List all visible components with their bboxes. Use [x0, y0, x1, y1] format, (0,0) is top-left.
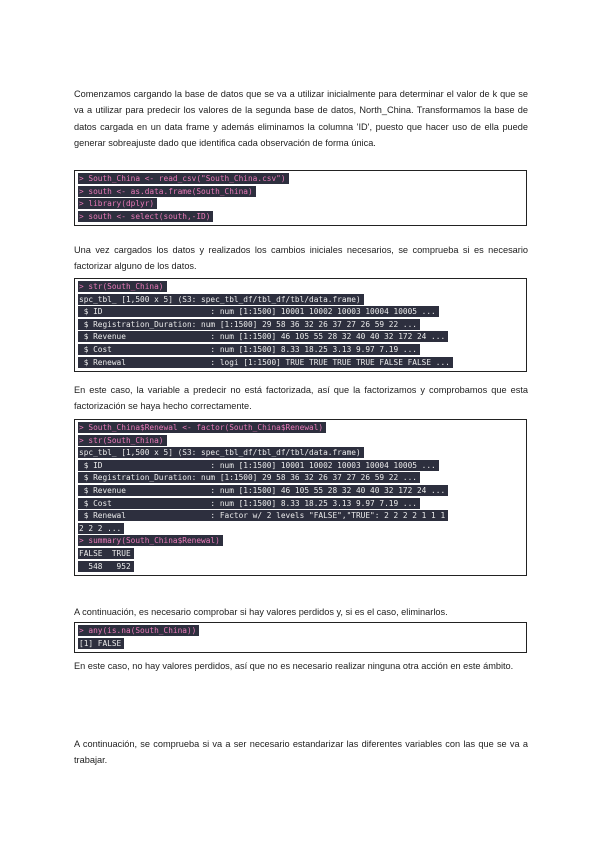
code-line: > south <- select(south,-ID)	[78, 211, 523, 224]
code-block-factor	[74, 419, 527, 576]
code-block-str	[74, 278, 527, 372]
paragraph-intro: Comenzamos cargando la base de datos que se va a utilizar inicialmente para determinar el valor de k que se va a utilizar para predecir los valores de la segunda base de datos, North_China. Transformamos la base de datos cargada en un data frame y además eliminamos la columna 'ID', puesto que hacer uso de ella puede generar sobreajuste dado que identifica cada observación de forma única.	[74, 89, 528, 149]
code-line: $ Registration_Duration: num [1:1500] 29 58 36 32 26 37 27 26 59 22 ...	[78, 319, 523, 332]
code-line: $ ID : num [1:1500] 10001 10002 10003 10004 10005 ...	[78, 306, 523, 319]
paragraph-missing-values: A continuación, es necesario comprobar si hay valores perdidos y, si es el caso, eliminarlos.	[74, 607, 448, 617]
code-line: > str(South_China)	[78, 435, 523, 448]
code-line: spc_tbl_ [1,500 x 5] (S3: spec_tbl_df/tbl_df/tbl/data.frame)	[78, 447, 523, 460]
code-line: > library(dplyr)	[78, 198, 523, 211]
code-line: $ Renewal : Factor w/ 2 levels "FALSE","TRUE": 2 2 2 2 1 1 1	[78, 510, 523, 523]
code-block-load	[74, 170, 527, 226]
code-line: > South_China <- read_csv("South_China.csv")	[78, 173, 523, 186]
code-line: 548 952	[78, 561, 523, 574]
code-line: $ Registration_Duration: num [1:1500] 29 58 36 32 26 37 27 26 59 22 ...	[78, 472, 523, 485]
paragraph-factorize-check: Una vez cargados los datos y realizados los cambios iniciales necesarios, se comprueba si es necesario factorizar alguno de los datos.	[74, 245, 528, 272]
code-line: > South_China$Renewal <- factor(South_China$Renewal)	[78, 422, 523, 435]
paragraph-standardize: A continuación, se comprueba si va a ser necesario estandarizar las diferentes variables con las que se va a trabajar.	[74, 739, 528, 766]
code-line: $ Revenue : num [1:1500] 46 105 55 28 32 40 40 32 172 24 ...	[78, 485, 523, 498]
code-line: 2 2 2 ...	[78, 523, 523, 536]
paragraph-factorize: En este caso, la variable a predecir no está factorizada, así que la factorizamos y comprobamos que esta factorización se haya hecho correctamente.	[74, 385, 528, 412]
code-line: > south <- as.data.frame(South_China)	[78, 186, 523, 199]
code-line: $ Revenue : num [1:1500] 46 105 55 28 32 40 40 32 172 24 ...	[78, 331, 523, 344]
code-line: FALSE TRUE	[78, 548, 523, 561]
code-line: > str(South_China)	[78, 281, 523, 294]
code-line: > summary(South_China$Renewal)	[78, 535, 523, 548]
paragraph-no-missing: En este caso, no hay valores perdidos, así que no es necesario realizar ninguna otra acción en este ámbito.	[74, 661, 514, 671]
code-line: [1] FALSE	[78, 638, 523, 651]
code-line: spc_tbl_ [1,500 x 5] (S3: spec_tbl_df/tbl_df/tbl/data.frame)	[78, 294, 523, 307]
code-line: $ Cost : num [1:1500] 8.33 18.25 3.13 9.97 7.19 ...	[78, 498, 523, 511]
code-line: > any(is.na(South_China))	[78, 625, 523, 638]
code-line: $ ID : num [1:1500] 10001 10002 10003 10004 10005 ...	[78, 460, 523, 473]
code-line: $ Renewal : logi [1:1500] TRUE TRUE TRUE TRUE FALSE FALSE ...	[78, 357, 523, 370]
code-block-na-check	[74, 622, 527, 653]
code-line: $ Cost : num [1:1500] 8.33 18.25 3.13 9.97 7.19 ...	[78, 344, 523, 357]
